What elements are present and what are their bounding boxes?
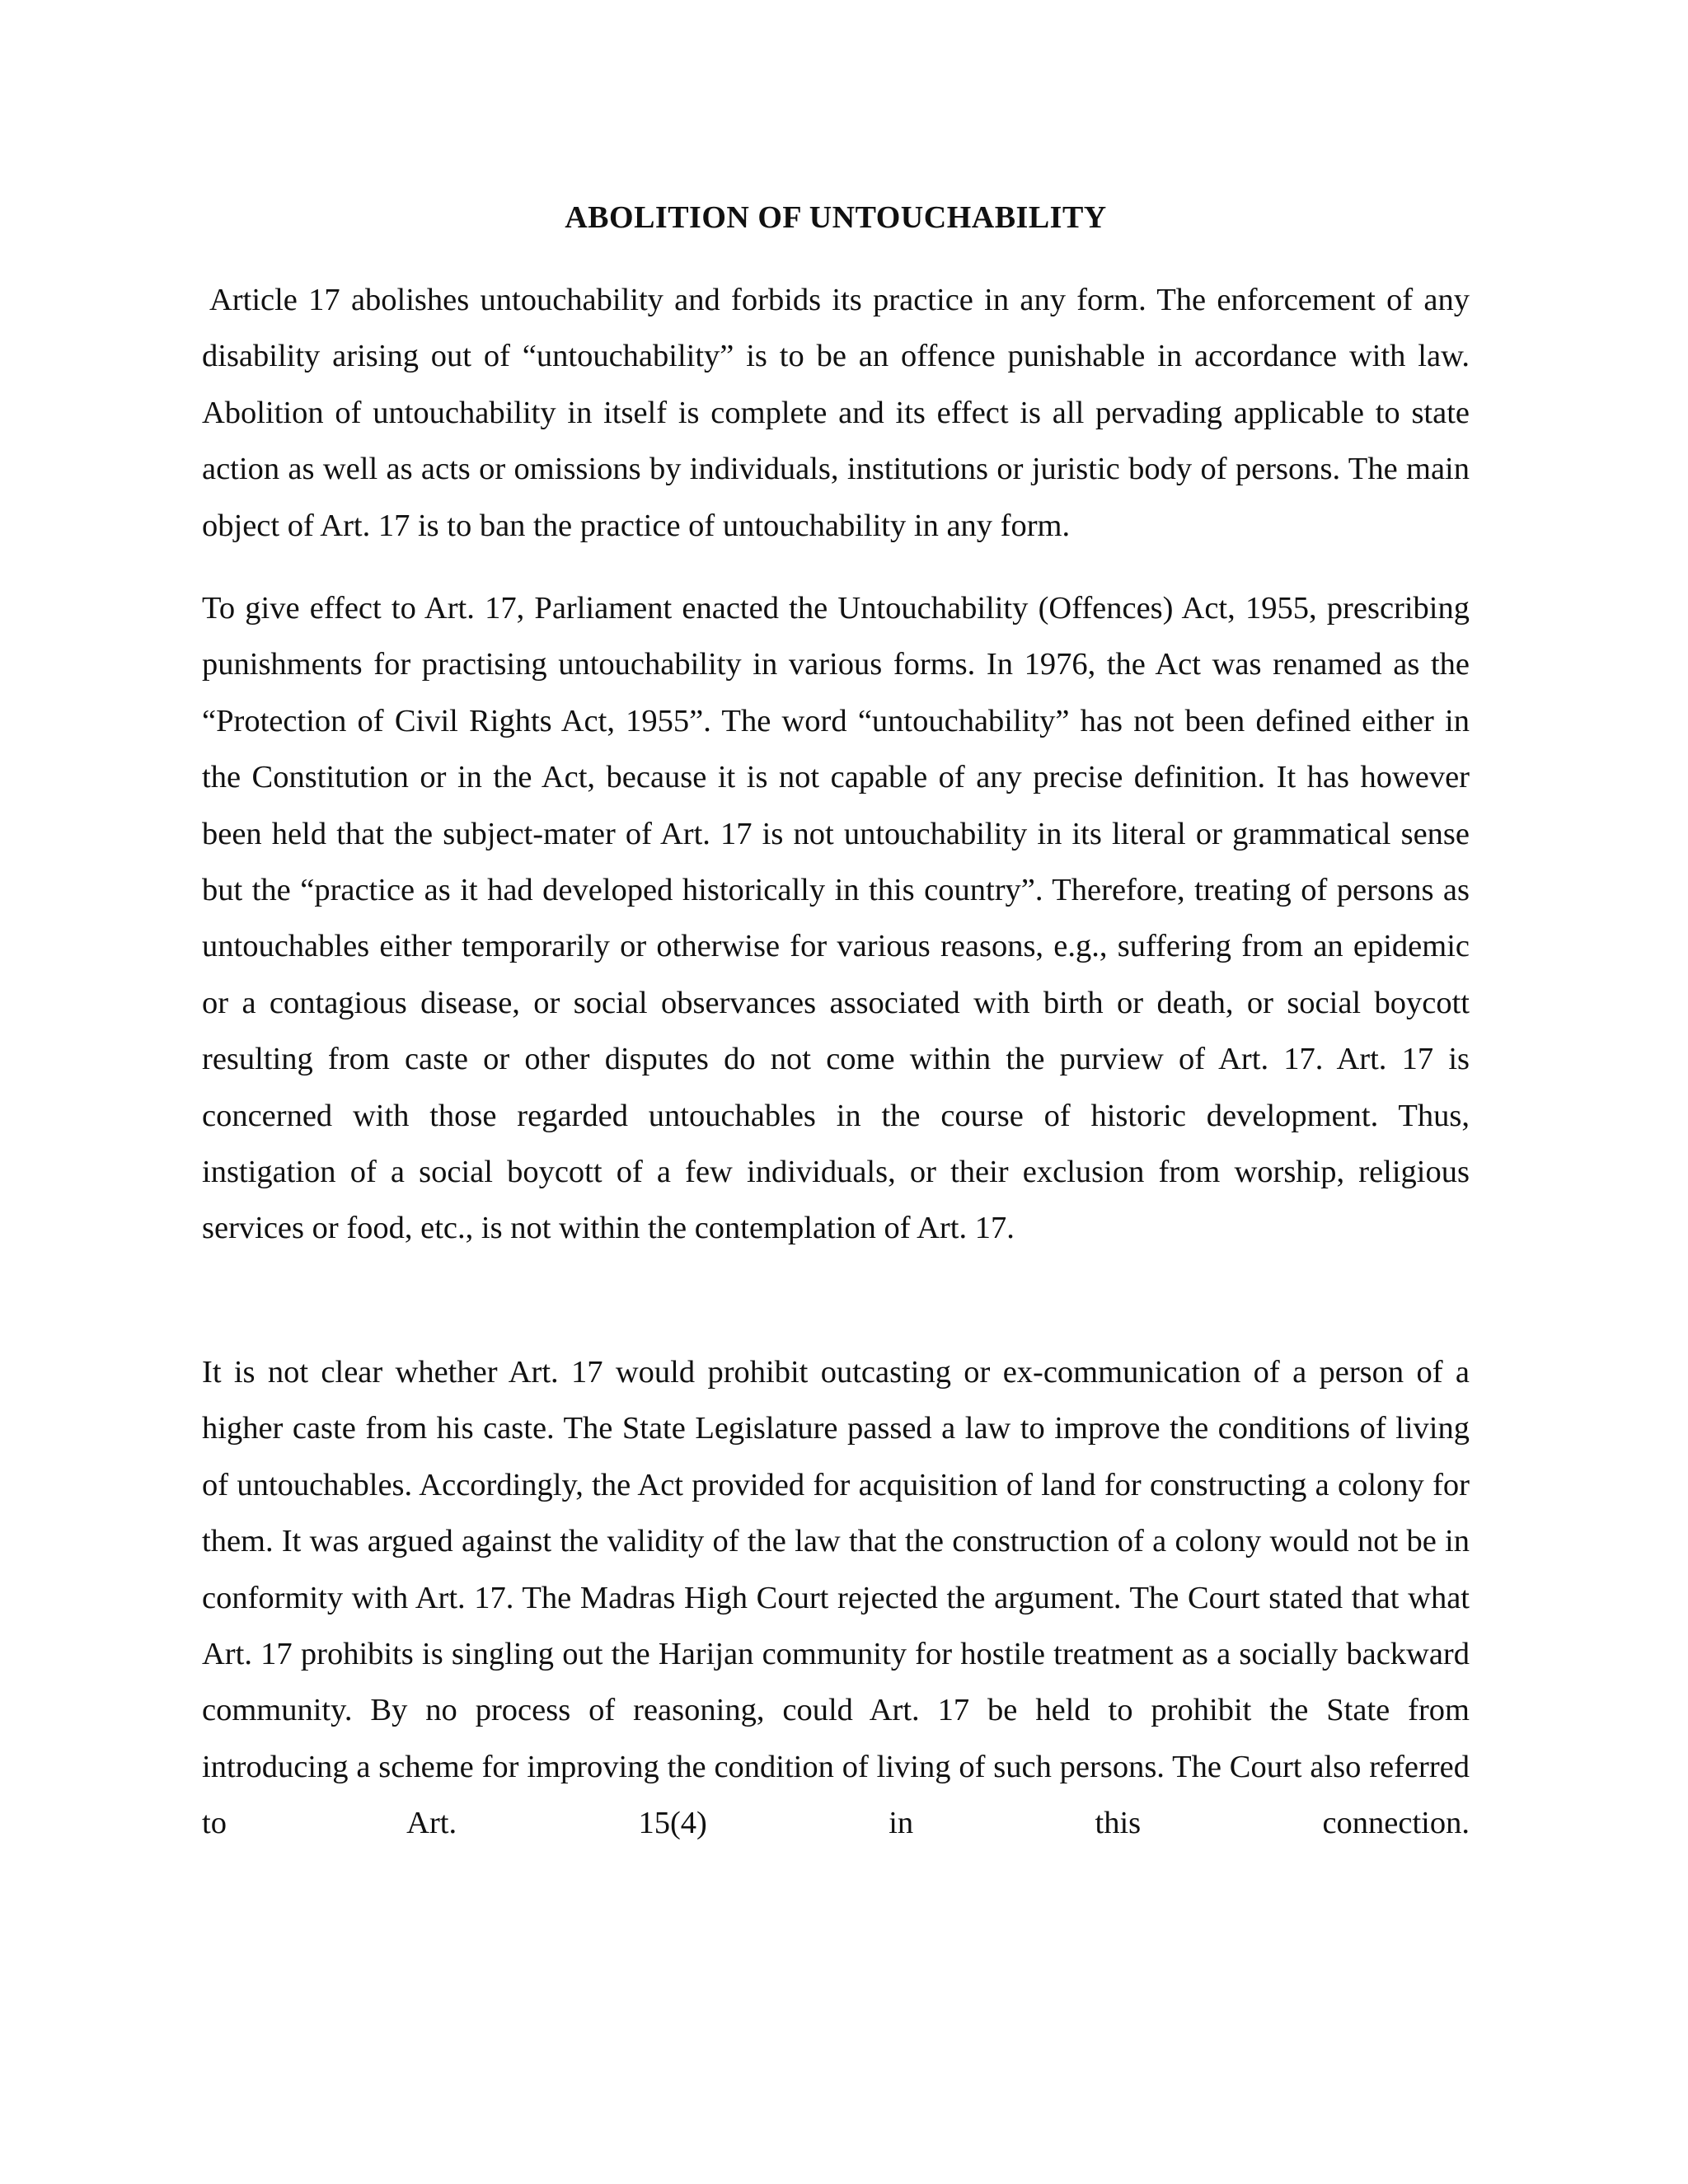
- paragraph-2: To give effect to Art. 17, Parliament enacted the Untouchability (Offences) Act, 1955, prescribing punishments for practising untouchability in various forms. In 1976, the Act was renamed as the “Protection of Civil Rights Act, 1955”. The word “untouchability” has not been defined either in the Constitution or in the Act, because it is not capable of any precise definition. It has however been held that the subject-mater of Art. 17 is not untouchability in its literal or grammatical sense but the “practice as it had developed historically in this country”. Therefore, treating of persons as untouchables either temporarily or otherwise for various reasons, e.g., suffering from an epidemic or a contagious disease, or social observances associated with birth or death, or social boycott resulting from caste or other disputes do not come within the purview of Art. 17. Art. 17 is concerned with those regarded untouchables in the course of historic development. Thus, instigation of a social boycott of a few individuals, or their exclusion from worship, religious services or food, etc., is not within the contemplation of Art. 17.: [202, 591, 1470, 1246]
- paragraph-1: Article 17 abolishes untouchability and forbids its practice in any form. The enforcement of any disability arising out of “untouchability” is to be an offence punishable in accordance with law. Abolition of untouchability in itself is complete and its effect is all pervading applicable to state action as well as acts or omissions by individuals, institutions or juristic body of persons. The main object of Art. 17 is to ban the practice of untouchability in any form.: [202, 283, 1470, 543]
- paragraph-3: It is not clear whether Art. 17 would prohibit outcasting or ex-communication of a person of a higher caste from his caste. The State Legislature passed a law to improve the conditions of living of untouchables. Accordingly, the Act provided for acquisition of land for constructing a colony for them. It was argued against the validity of the law that the construction of a colony would not be in conformity with Art. 17. The Madras High Court rejected the argument. The Court stated that what Art. 17 prohibits is singling out the Harijan community for hostile treatment as a socially backward community. By no process of reasoning, could Art. 17 be held to prohibit the State from introducing a scheme for improving the condition of living of such persons. The Court also referred to Art. 15(4) in this connection.: [202, 1355, 1470, 1841]
- page-title: ABOLITION OF UNTOUCHABILITY: [565, 200, 1107, 235]
